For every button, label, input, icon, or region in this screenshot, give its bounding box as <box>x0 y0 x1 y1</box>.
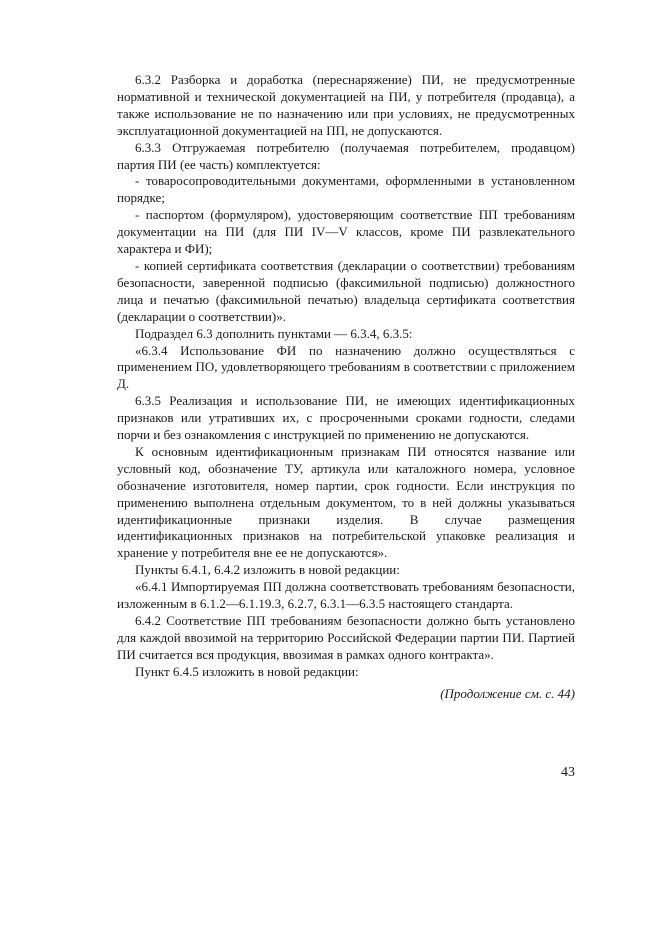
paragraph-items-6-4-1-6-4-2: Пункты 6.4.1, 6.4.2 изложить в новой редакции: <box>135 562 400 578</box>
paragraph-subsection-6-3-addition: Подраздел 6.3 дополнить пунктами — 6.3.4, 6.3.5: <box>135 325 413 341</box>
paragraph-6-4-2: 6.4.2 Соответствие ПП требованиям безопасности должно быть установлено для каждой ввозимой на территорию Российской Федерации партии ПИ. Партией ПИ считается вся продукция, ввозимая в рамках одного контракта». <box>117 613 575 662</box>
paragraph-6-3-2: 6.3.2 Разборка и доработка (переснаряжение) ПИ, не предусмотренные нормативной и технической документацией на ПИ, у потребителя (продавца), а также использование не по назначению или при условиях, не предусмотренных эксплуатационной документацией на ПП, не допускаются. <box>117 72 575 138</box>
paragraph-identification-features: К основным идентификационным признакам ПИ относятся название или условный код, обозначение ТУ, артикула или каталожного номера, условное обозначение изготовителя, номер партии, срок годности. Если инструкция по применению выполнена отдельным документом, то в ней должны указываться идентификационные признаки изделия. В случае размещения идентификационных признаков на потребительской упаковке реализация и хранение у потребителя вне ее не допускаются». <box>117 443 575 561</box>
list-item-passport: - паспортом (формуляром), удостоверяющим соответствие ПП требованиям документации на ПИ (для ПИ IV—V классов, кроме ПИ развлекательного характера и ФИ); <box>117 207 575 257</box>
paragraph-6-4-1: «6.4.1 Импортируемая ПП должна соответствовать требованиям безопасности, изложенным в 6.1.2—6.1.19.3, 6.2.7, 6.3.1—6.3.5 настоящего стандарта. <box>117 579 575 612</box>
paragraph-6-3-4: «6.3.4 Использование ФИ по назначению должно осуществляться с применением ПО, удовлетворяющего требованиям в соответствии с приложением Д. <box>117 342 575 392</box>
page-number: 43 <box>561 765 575 780</box>
document-page <box>117 72 575 702</box>
paragraph-item-6-4-5: Пункт 6.4.5 изложить в новой редакции: <box>135 663 359 679</box>
paragraph-6-3-5: 6.3.5 Реализация и использование ПИ, не имеющих идентификационных признаков или утративших их, с просроченными сроками годности, следами порчи и без ознакомления с инструкцией по применению не допускаются. <box>117 393 575 443</box>
paragraph-6-3-3: 6.3.3 Отгружаемая потребителю (получаемая потребителем, продавцом) партия ПИ (ее часть) комплектуется: <box>117 139 575 172</box>
list-item-certificate-copy: - копией сертификата соответствия (декларации о соответствии) требованиям безопасности, заверенной подписью (факсимильной подписью) должностного лица и печатью (факсимильной печатью) владельца сертификата соответствия (декларации о соответствии)». <box>117 257 575 324</box>
list-item-shipping-documents: - товаросопроводительными документами, оформленными в установленном порядке; <box>117 173 575 206</box>
continued-note: (Продолжение см. с. 44) <box>440 685 575 701</box>
